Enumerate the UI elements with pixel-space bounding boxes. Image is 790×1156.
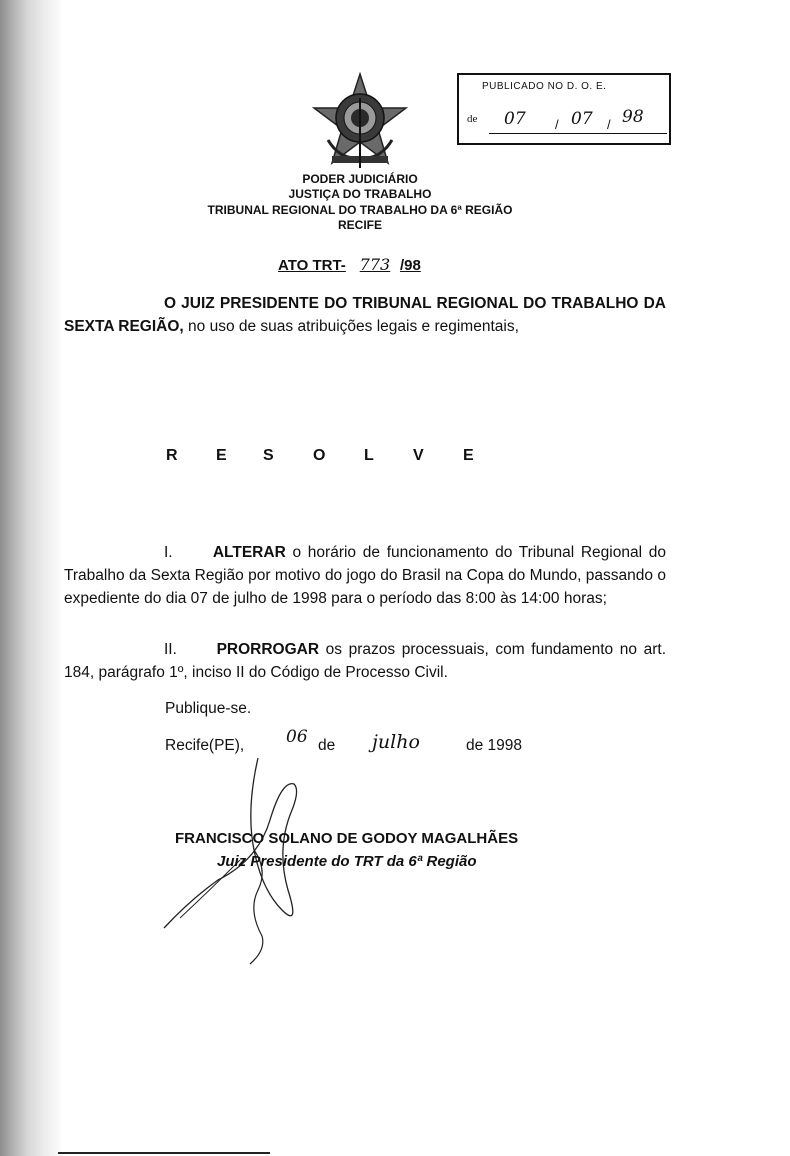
signatory-name: FRANCISCO SOLANO DE GODOY MAGALHÃES <box>175 830 519 847</box>
act-number: 773 <box>359 255 391 274</box>
item-1-text: o horário de funcionamento do Tribunal Regional do Trabalho da Sexta Região por motivo do jogo do Brasil na Copa do Mundo, passando o expediente do dia 07 de julho de 1998 para o período das 8:00 às 14:00 horas; <box>64 544 666 607</box>
item-2-numeral: II. <box>164 641 177 658</box>
resolve-letter: E <box>463 447 474 464</box>
item-2 <box>64 638 666 684</box>
preamble-rest: no uso de suas atribuições legais e regimentais, <box>183 318 519 335</box>
scan-edge-shadow <box>0 0 62 1156</box>
resolve-letter: R <box>166 447 178 464</box>
place-label: Recife(PE), <box>165 737 245 754</box>
resolve-letter: E <box>216 447 227 464</box>
signatory-role: Juiz Presidente do TRT da 6ª Região <box>217 853 477 870</box>
resolve-letter: O <box>313 447 326 464</box>
resolve-letter: S <box>263 447 274 464</box>
resolve-letter: V <box>413 447 424 464</box>
publication-stamp <box>457 73 671 145</box>
stamp-day: 07 <box>504 109 526 129</box>
header-city: RECIFE <box>337 218 382 232</box>
closing-year: de 1998 <box>466 737 523 754</box>
header-justica-trabalho: JUSTIÇA DO TRABALHO <box>288 187 432 201</box>
item-1 <box>64 541 666 610</box>
item-2-verb: PRORROGAR <box>216 641 320 658</box>
item-2-text: os prazos processuais, com fundamento no art. 184, parágrafo 1º, inciso II do Código de Processo Civil. <box>64 641 667 681</box>
act-title <box>278 255 478 274</box>
stamp-month: 07 <box>571 109 593 129</box>
stamp-year: 98 <box>622 107 644 127</box>
item-1-numeral: I. <box>164 544 173 561</box>
stamp-separator: / <box>555 117 559 132</box>
resolve-letter: L <box>364 447 374 464</box>
item-1-verb: ALTERAR <box>212 544 286 561</box>
stamp-de: de <box>467 113 478 125</box>
coat-of-arms-emblem <box>310 70 410 170</box>
page-bottom-rule <box>58 1152 270 1154</box>
stamp-date-underline <box>489 133 667 134</box>
act-suffix: /98 <box>399 257 421 274</box>
preamble-authority: O JUIZ PRESIDENTE DO TRIBUNAL REGIONAL DO TRABALHO DA SEXTA REGIÃO, <box>64 295 666 335</box>
closing-day-handwritten: 06 <box>286 727 308 747</box>
stamp-separator: / <box>607 117 611 132</box>
preamble <box>64 292 666 338</box>
publish-line: Publique-se. <box>165 700 252 717</box>
closing-month-handwritten: julho <box>372 731 420 753</box>
header-poder-judiciario: PODER JUDICIÁRIO <box>302 172 418 186</box>
act-prefix: ATO TRT- <box>278 257 346 274</box>
stamp-title: PUBLICADO NO D. O. E. <box>482 81 607 92</box>
header-tribunal: TRIBUNAL REGIONAL DO TRABALHO DA 6ª REGIÃO <box>207 203 513 217</box>
closing-de: de <box>318 737 336 754</box>
